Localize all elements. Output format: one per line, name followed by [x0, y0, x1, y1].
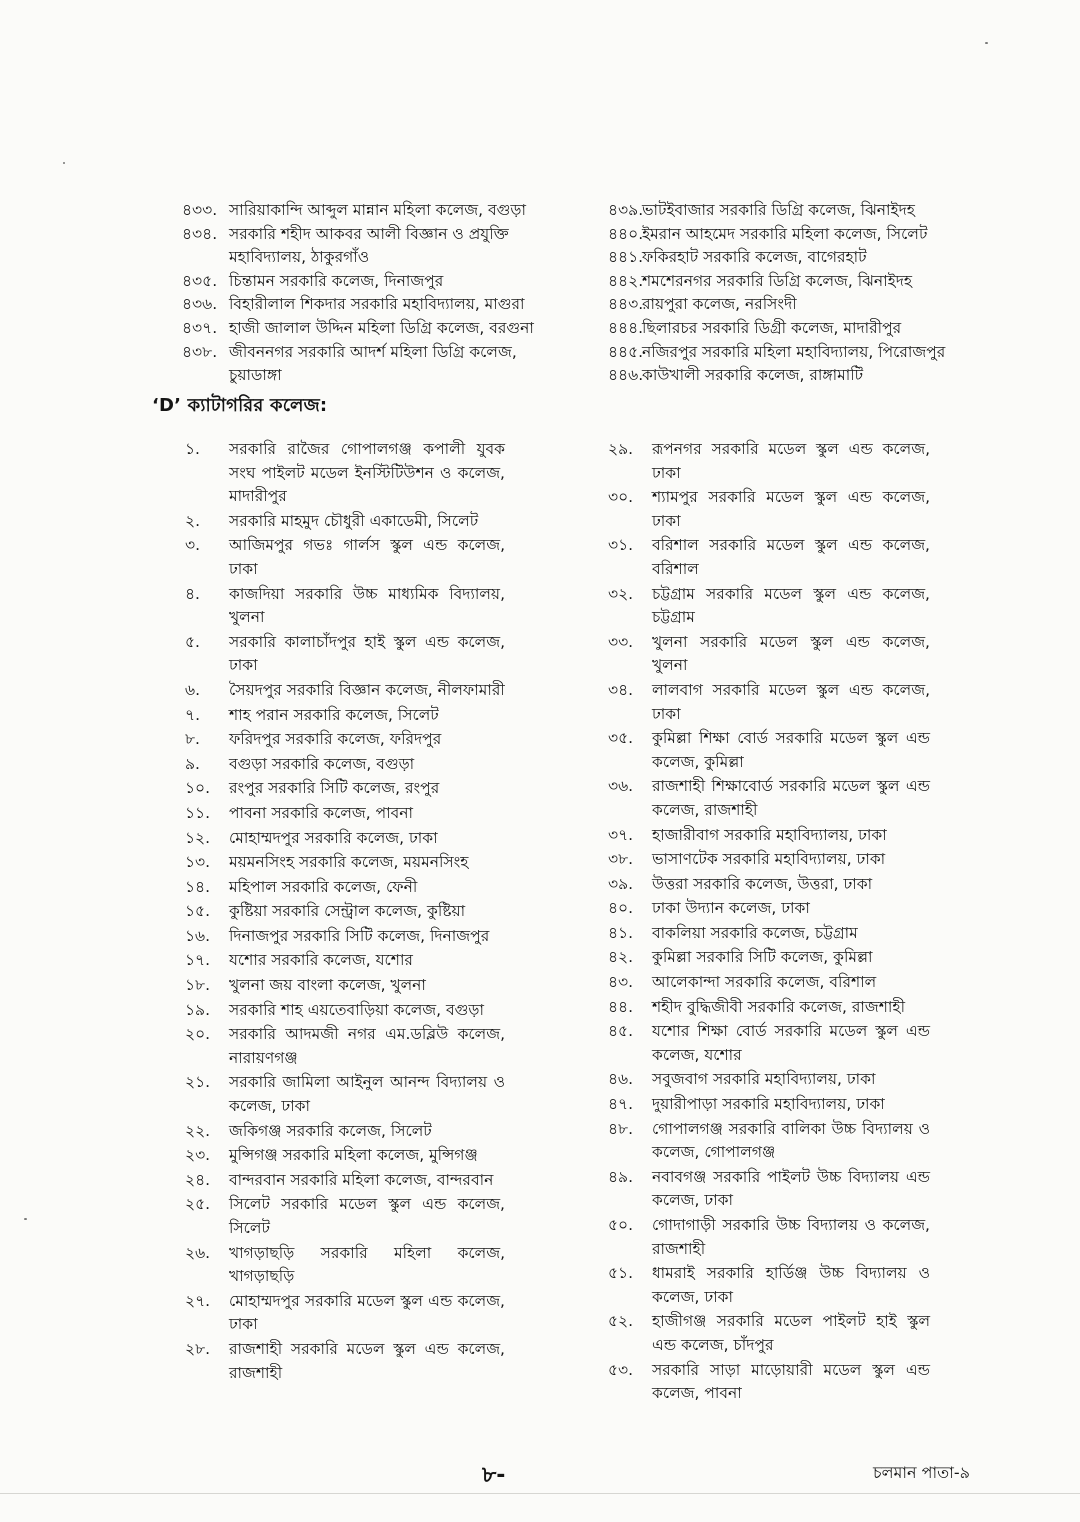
college-name: শ্যামপুর সরকারি মডেল স্কুল এন্ড কলেজ, ঢাকা [652, 488, 930, 530]
college-list-item [185, 679, 505, 703]
item-number: ২. [185, 511, 201, 530]
item-number: ৩১. [608, 536, 634, 555]
item-number: ৫০. [608, 1216, 634, 1234]
college-name: যশোর শিক্ষা বোর্ড সরকারি মডেল স্কুল এন্ড কলেজ, যশোর [652, 1022, 930, 1064]
college-name: পাবনা সরকারি কলেজ, পাবনা [229, 803, 414, 822]
college-list-item [608, 1262, 930, 1309]
college-name: যশোর সরকারি কলেজ, যশোর [229, 951, 413, 970]
college-name: বাকলিয়া সরকারি কলেজ, চট্টগ্রাম [652, 923, 858, 942]
college-list-item [185, 900, 505, 924]
college-name: রূপনগর সরকারি মডেল স্কুল এন্ড কলেজ, ঢাকা [652, 440, 930, 482]
item-number: ৪৭. [608, 1095, 634, 1114]
college-list-item [608, 922, 930, 946]
item-number: ৮. [185, 730, 200, 749]
college-name: সরকারি শাহ এয়তেবাড়িয়া কলেজ, বগুড়া [229, 1000, 484, 1019]
college-name: কুষ্টিয়া সরকারি সেন্ট্রাল কলেজ, কুষ্টিয়া [229, 902, 466, 921]
college-list-item [185, 925, 505, 949]
college-name: চট্টগ্রাম সরকারি মডেল স্কুল এন্ড কলেজ, চট্টগ্রাম [652, 584, 930, 627]
college-list-item [608, 534, 930, 581]
college-list-item [185, 999, 505, 1023]
item-number: ৩৫. [608, 729, 634, 748]
item-number: ২৪. [185, 1170, 211, 1189]
college-name: ভাসাণটেক সরকারি মহাবিদ্যালয়, ঢাকা [652, 850, 886, 869]
item-number: ১৬. [185, 926, 211, 945]
college-list-item [185, 1242, 505, 1289]
college-list-item [608, 317, 980, 341]
college-list-item [185, 974, 505, 998]
college-name: গোদাগাড়ী সরকারি উচ্চ বিদ্যালয় ও কলেজ, রাজশাহী [652, 1216, 930, 1258]
item-number: ২৫. [185, 1195, 211, 1214]
item-number: ৪৪৫. [608, 342, 644, 361]
college-name: মহিপাল সরকারি কলেজ, ফেনী [229, 877, 418, 896]
college-list-item [608, 1020, 930, 1067]
college-name: ইমরান আহমেদ সরকারি মহিলা কলেজ, সিলেট [642, 224, 928, 243]
section-heading-d-category: ‘D’ ক্যাটাগরির কলেজ: [152, 395, 328, 416]
college-list-item [185, 1290, 505, 1337]
college-list-item [185, 1338, 505, 1385]
college-name: চিন্তামন সরকারি কলেজ, দিনাজপুর [229, 271, 444, 290]
college-list-item [608, 631, 930, 678]
top-right-college-list [608, 199, 980, 388]
college-name: মোহাম্মদপুর সরকারি কলেজ, ঢাকা [229, 828, 438, 847]
college-list-item [608, 775, 930, 822]
college-name: কুমিল্লা সরকারি সিটি কলেজ, কুমিল্লা [652, 948, 873, 967]
college-list-item [185, 534, 505, 581]
college-name: মোহাম্মদপুর সরকারি মডেল স্কুল এন্ড কলেজ, ঢাকা [229, 1291, 505, 1334]
college-list-item [608, 293, 980, 317]
college-list-item [185, 583, 505, 630]
college-list-item [185, 631, 505, 678]
college-name: লালবাগ সরকারি মডেল স্কুল এন্ড কলেজ, ঢাকা [652, 680, 930, 723]
college-name: দিনাজপুর সরকারি সিটি কলেজ, দিনাজপুর [229, 926, 490, 945]
college-list-item [182, 223, 557, 270]
college-name: সৈয়দপুর সরকারি বিজ্ঞান কলেজ, নীলফামারী [229, 680, 505, 699]
item-number: ৩৮. [608, 850, 634, 869]
item-number: ৪৩৩. [182, 201, 218, 219]
item-number: ৪৮. [608, 1119, 634, 1138]
college-name: কাজদিয়া সরকারি উচ্চ মাধ্যমিক বিদ্যালয়, খুলনা [229, 584, 505, 627]
item-number: ২৯. [608, 440, 634, 458]
college-name: সিলেট সরকারি মডেল স্কুল এন্ড কলেজ, সিলেট [229, 1195, 505, 1237]
college-list-item [608, 1359, 930, 1406]
college-name: জকিগঞ্জ সরকারি কলেজ, সিলেট [229, 1121, 432, 1140]
college-name: ঢাকা উদ্যান কলেজ, ঢাকা [652, 899, 810, 918]
college-list-item [185, 1071, 505, 1118]
college-list-item [185, 851, 505, 875]
college-name: উত্তরা সরকারি কলেজ, উত্তরা, ঢাকা [652, 874, 873, 893]
item-number: ৪০. [608, 899, 634, 918]
college-list-item [608, 873, 930, 897]
item-number: ৪৩৫. [182, 271, 218, 290]
item-number: ৪৩৮. [182, 342, 218, 361]
college-list-item [608, 897, 930, 921]
college-list-item [608, 1068, 930, 1092]
item-number: ১১. [185, 803, 211, 822]
college-name: গোপালগঞ্জ সরকারি বালিকা উচ্চ বিদ্যালয় ও কলেজ, গোপালগঞ্জ [652, 1119, 930, 1162]
college-name: ময়মনসিংহ সরকারি কলেজ, ময়মনসিংহ [229, 853, 469, 872]
college-list-item [185, 876, 505, 900]
item-number: ৪৩৭. [182, 318, 218, 337]
item-number: ৪৪. [608, 997, 634, 1016]
college-name: ফরিদপুর সরকারি কলেজ, ফরিদপুর [229, 730, 442, 749]
college-list-item [182, 293, 557, 317]
college-list-item [182, 199, 557, 223]
item-number: ৪৬. [608, 1070, 634, 1089]
college-name: নজিরপুর সরকারি মহিলা মহাবিদ্যালয়, পিরোজপুর [642, 342, 946, 361]
college-name: আলেকান্দা সরকারি কলেজ, বরিশাল [652, 973, 877, 992]
item-number: ১. [185, 440, 200, 458]
college-list-item [608, 1214, 930, 1261]
item-number: ৬. [185, 680, 201, 699]
item-number: ৪৩৯. [608, 201, 644, 219]
college-list-item [185, 827, 505, 851]
item-number: ৩৩. [608, 632, 634, 651]
college-name: হাজারীবাগ সরকারি মহাবিদ্যালয়, ঢাকা [652, 825, 887, 844]
college-name: শমশেরনগর সরকারি ডিগ্রি কলেজ, ঝিনাইদহ [642, 271, 912, 290]
college-name: সবুজবাগ সরকারি মহাবিদ্যালয়, ঢাকা [652, 1070, 876, 1089]
item-number: ৪৫. [608, 1022, 634, 1041]
scan-speck [24, 1218, 27, 1220]
college-list-item [608, 270, 980, 294]
item-number: ২০. [185, 1025, 211, 1044]
item-number: ৪৪২. [608, 271, 644, 290]
college-name: বরিশাল সরকারি মডেল স্কুল এন্ড কলেজ, বরিশাল [652, 536, 930, 578]
item-number: ২৬. [185, 1243, 211, 1262]
college-name: ফকিরহাট সরকারি কলেজ, বাগেরহাট [642, 248, 867, 267]
college-list-item [185, 777, 505, 801]
college-list-item [185, 753, 505, 777]
item-number: ২২. [185, 1121, 211, 1140]
college-list-item [608, 727, 930, 774]
college-list-item [608, 341, 980, 365]
college-list-item [608, 1166, 930, 1213]
college-name: খুলনা জয় বাংলা কলেজ, খুলনা [229, 976, 426, 995]
item-number: ৩৬. [608, 777, 634, 796]
college-name: সরকারি রাজৈর গোপালগঞ্জ কপালী যুবক সংঘ পাইলট মডেল ইনস্টিটিউশন ও কলেজ, মাদারীপুর [229, 440, 505, 506]
college-name: রাজশাহী সরকারি মডেল স্কুল এন্ড কলেজ, রাজশাহী [229, 1339, 505, 1382]
college-list-item [185, 1023, 505, 1070]
college-list-item [185, 438, 505, 509]
college-list-item [608, 1093, 930, 1117]
item-number: ৪৪১. [608, 248, 644, 267]
item-number: ২৮. [185, 1339, 211, 1358]
college-name: খাগড়াছড়ি সরকারি মহিলা কলেজ, খাগড়াছড়ি [229, 1243, 505, 1286]
item-number: ৫. [185, 632, 200, 651]
college-name: ধামরাই সরকারি হার্ডিঞ্জ উচ্চ বিদ্যালয় ও কলেজ, ঢাকা [652, 1264, 930, 1306]
college-list-item [608, 848, 930, 872]
college-name: কাউখালী সরকারি কলেজ, রাঙ্গামাটি [642, 366, 864, 385]
scan-speck [985, 42, 988, 44]
scan-speck [63, 162, 65, 164]
college-list-item [608, 486, 930, 533]
d-category-left-list [185, 438, 505, 1386]
item-number: ৪৩৬. [182, 295, 218, 314]
college-name: সারিয়াকান্দি আব্দুল মান্নান মহিলা কলেজ, বগুড়া [229, 201, 526, 219]
item-number: ৪৪৪. [608, 318, 644, 337]
college-list-item [185, 1169, 505, 1193]
item-number: ১৪. [185, 877, 211, 896]
college-list-item [185, 1120, 505, 1144]
item-number: ৩. [185, 536, 201, 555]
item-number: ৪১. [608, 923, 634, 942]
item-number: ৪২. [608, 948, 634, 967]
item-number: ৪৩. [608, 973, 634, 992]
item-number: ১৩. [185, 853, 211, 872]
item-number: ১৭. [185, 951, 211, 970]
item-number: ৭. [185, 705, 201, 724]
college-name: সরকারি আদমজী নগর এম.ডব্লিউ কলেজ, নারায়ণগঞ্জ [229, 1025, 505, 1067]
college-name: রংপুর সরকারি সিটি কলেজ, রংপুর [229, 779, 440, 798]
college-list-item [608, 996, 930, 1020]
item-number: ৯. [185, 754, 200, 773]
college-list-item [182, 341, 557, 388]
item-number: ৪৪৩. [608, 295, 644, 314]
item-number: ৪৪৬. [608, 366, 644, 385]
college-list-item [608, 1310, 930, 1357]
college-list-item [608, 946, 930, 970]
college-list-item [608, 583, 930, 630]
college-list-item [185, 802, 505, 826]
college-name: ছিলারচর সরকারি ডিগ্রী কলেজ, মাদারীপুর [642, 318, 902, 337]
college-name: শহীদ বুদ্ধিজীবী সরকারি কলেজ, রাজশাহী [652, 997, 906, 1016]
scan-edge-line [0, 1493, 1080, 1494]
item-number: ৩০. [608, 488, 634, 507]
item-number: ৩৪. [608, 680, 634, 699]
running-page-label: চলমান পাতা-৯ [872, 1463, 970, 1482]
college-name: সরকারি জামিলা আইনুল আনন্দ বিদ্যালয় ও কলেজ, ঢাকা [229, 1073, 505, 1116]
college-list-item [185, 728, 505, 752]
college-list-item [608, 438, 930, 485]
item-number: ৪৩৪. [182, 224, 218, 243]
college-list-item [608, 199, 980, 223]
college-list-item [608, 1118, 930, 1165]
college-list-item [185, 1144, 505, 1168]
college-name: শাহ পরান সরকারি কলেজ, সিলেট [229, 705, 439, 724]
item-number: ৪৯. [608, 1167, 634, 1186]
college-list-item [185, 949, 505, 973]
college-name: বান্দরবান সরকারি মহিলা কলেজ, বান্দরবান [229, 1170, 494, 1189]
college-name: রাজশাহী শিক্ষাবোর্ড সরকারি মডেল স্কুল এন্ড কলেজ, রাজশাহী [652, 777, 930, 819]
college-name: রায়পুরা কলেজ, নরসিংদী [642, 295, 797, 314]
college-name: খুলনা সরকারি মডেল স্কুল এন্ড কলেজ, খুলনা [652, 632, 930, 675]
college-list-item [185, 1193, 505, 1240]
top-left-college-list [182, 199, 557, 388]
college-name: বিহারীলাল শিকদার সরকারি মহাবিদ্যালয়, মাগুরা [229, 295, 525, 314]
page-number-mark: ৮- [482, 1463, 506, 1488]
college-list-item [185, 704, 505, 728]
college-name: সরকারি সাড়া মাড়োয়ারী মডেল স্কুল এন্ড কলেজ, পাবনা [652, 1360, 930, 1403]
item-number: ৫৩. [608, 1360, 634, 1379]
item-number: ৩৯. [608, 874, 634, 893]
d-category-right-list [608, 438, 930, 1407]
college-name: কুমিল্লা শিক্ষা বোর্ড সরকারি মডেল স্কুল এন্ড কলেজ, কুমিল্লা [652, 729, 930, 771]
item-number: ৫১. [608, 1264, 634, 1283]
college-name: সরকারি মাহমুদ চৌধুরী একাডেমী, সিলেট [229, 511, 479, 530]
college-list-item [608, 971, 930, 995]
college-name: জীবননগর সরকারি আদর্শ মহিলা ডিগ্রি কলেজ, চুয়াডাঙ্গা [229, 342, 517, 385]
college-name: সরকারি শহীদ আকবর আলী বিজ্ঞান ও প্রযুক্তি মহাবিদ্যালয়, ঠাকুরগাঁও [229, 224, 509, 267]
college-name: হাজী জালাল উদ্দিন মহিলা ডিগ্রি কলেজ, বরগুনা [229, 318, 534, 337]
college-name: বগুড়া সরকারি কলেজ, বগুড়া [229, 754, 415, 773]
item-number: ২৩. [185, 1146, 211, 1165]
college-name: দুয়ারীপাড়া সরকারি মহাবিদ্যালয়, ঢাকা [652, 1095, 885, 1114]
item-number: ৩৭. [608, 825, 634, 844]
item-number: ৫২. [608, 1312, 634, 1331]
college-list-item [185, 510, 505, 534]
item-number: ৪৪০. [608, 224, 644, 243]
item-number: ৩২. [608, 584, 634, 603]
college-name: মুন্সিগঞ্জ সরকারি মহিলা কলেজ, মুন্সিগঞ্জ [229, 1146, 478, 1165]
item-number: ১০. [185, 779, 211, 798]
college-name: সরকারি কালাচাঁদপুর হাই স্কুল এন্ড কলেজ, ঢাকা [229, 632, 505, 675]
item-number: ২৭. [185, 1291, 211, 1310]
college-list-item [608, 824, 930, 848]
college-name: নবাবগঞ্জ সরকারি পাইলট উচ্চ বিদ্যালয় এন্ড কলেজ, ঢাকা [652, 1167, 930, 1210]
college-list-item [182, 270, 557, 294]
item-number: ১২. [185, 828, 211, 847]
college-name: ভাটইবাজার সরকারি ডিগ্রি কলেজ, ঝিনাইদহ [642, 201, 915, 219]
item-number: ১৫. [185, 902, 211, 921]
item-number: ৪. [185, 584, 200, 603]
item-number: ১৯. [185, 1000, 211, 1019]
college-list-item [608, 679, 930, 726]
college-name: হাজীগঞ্জ সরকারি মডেল পাইলট হাই স্কুল এন্ড কলেজ, চাঁদপুর [652, 1312, 930, 1354]
college-list-item [182, 317, 557, 341]
item-number: ১৮. [185, 976, 211, 995]
item-number: ২১. [185, 1073, 211, 1092]
college-list-item [608, 364, 980, 388]
college-list-item [608, 223, 980, 247]
college-list-item [608, 246, 980, 270]
college-name: আজিমপুর গভঃ গার্লস স্কুল এন্ড কলেজ, ঢাকা [229, 536, 505, 578]
